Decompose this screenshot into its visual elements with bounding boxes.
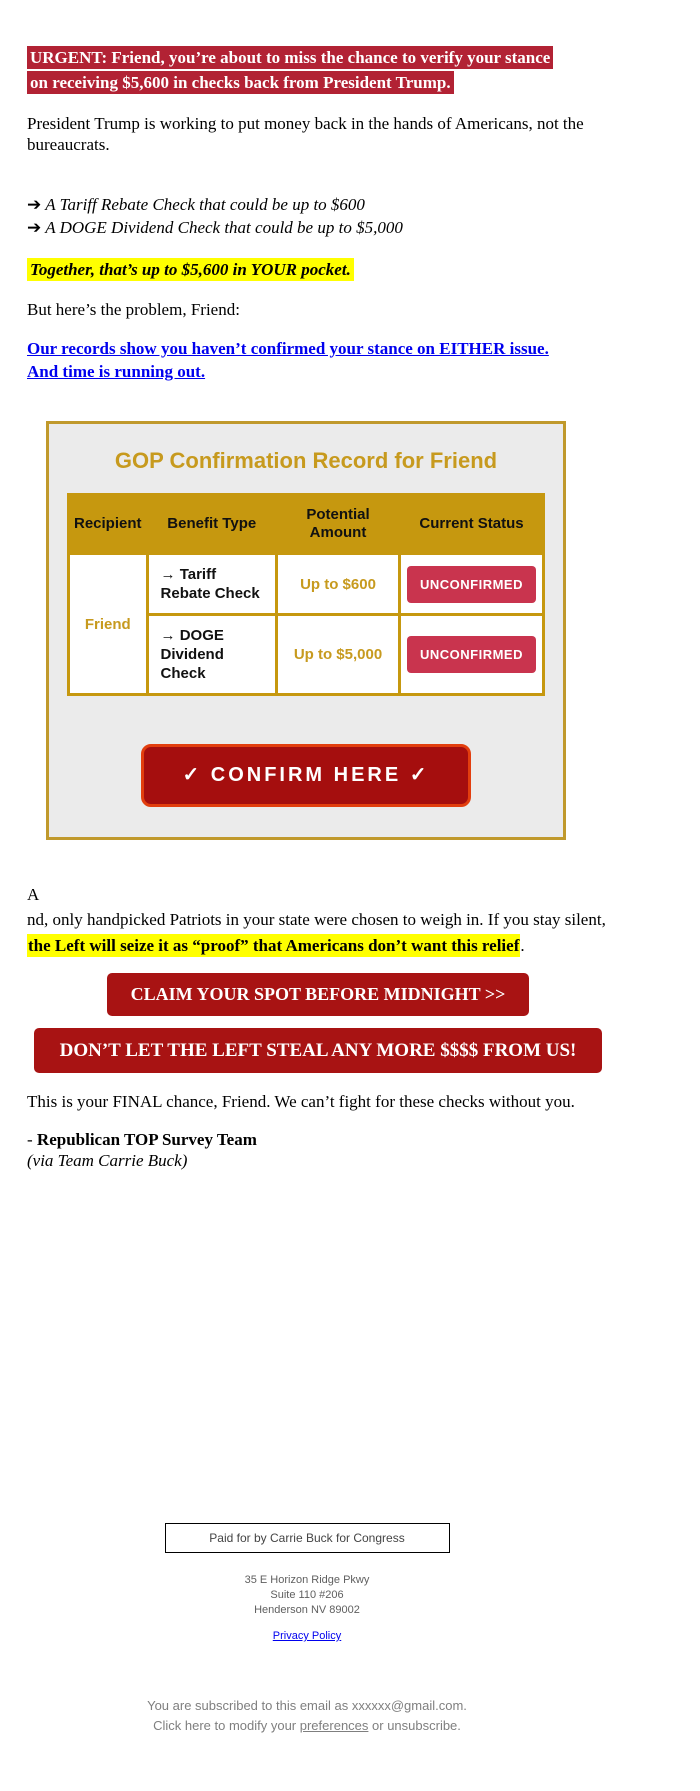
amount-doge-cell: Up to $5,000 [277, 615, 400, 695]
arrow-icon: → [160, 566, 176, 583]
intro-paragraph: President Trump is working to put money back in the hands of Americans, not the bureaucrats. [27, 114, 584, 154]
table-header-row [69, 495, 544, 554]
benefit-tariff-cell [147, 554, 276, 615]
signature-via: (via Team Carrie Buck) [27, 1151, 188, 1170]
signature-block [27, 1129, 609, 1171]
cta-row-claim [27, 959, 609, 1016]
arrow-icon: ➔ [27, 218, 42, 237]
modify-text-post: or unsubscribe. [368, 1718, 461, 1733]
benefit-doge-label: DOGE Dividend Check [160, 627, 224, 682]
dont-let-left-steal-button[interactable]: DON’T LET THE LEFT STEAL ANY MORE $$$$ FROM US! [34, 1028, 603, 1073]
table-row [69, 554, 544, 615]
email-footer [27, 1523, 587, 1736]
arrow-icon: ➔ [27, 195, 42, 214]
stray-letter-line: A [27, 885, 40, 904]
status-doge-cell [400, 615, 544, 695]
urgent-headline [27, 45, 609, 95]
header-recipient: Recipient [69, 495, 148, 554]
records-warning-line2: And time is running out. [27, 362, 206, 381]
benefit-bullets [27, 193, 609, 239]
final-chance-paragraph: This is your FINAL chance, Friend. We can’t fight for these checks without you. [27, 1092, 575, 1111]
status-tariff-cell [400, 554, 544, 615]
problem-line: But here’s the problem, Friend: [27, 300, 240, 319]
mailing-address [27, 1573, 587, 1618]
confirmation-table [67, 493, 545, 696]
address-line-2: Suite 110 #206 [270, 1589, 344, 1601]
total-highlight-line [27, 258, 609, 281]
bullet-tariff-rebate [27, 193, 609, 216]
benefit-tariff-label: Tariff Rebate Check [160, 566, 260, 602]
paid-for-disclaimer-box: Paid for by Carrie Buck for Congress [165, 1523, 450, 1553]
urgent-headline-line1: URGENT: Friend, you’re about to miss the chance to verify your stance [27, 46, 553, 69]
confirm-here-button[interactable]: ✓ CONFIRM HERE ✓ [141, 744, 470, 807]
patriots-text-pre: nd, only handpicked Patriots in your state were chosen to weigh in. If you stay silent, [27, 910, 606, 929]
address-line-3: Henderson NV 89002 [254, 1604, 360, 1616]
recipient-cell: Friend [69, 554, 148, 695]
cta-row-dont-let [27, 1016, 609, 1073]
amount-tariff-cell: Up to $600 [277, 554, 400, 615]
unconfirmed-badge-doge[interactable]: UNCONFIRMED [407, 636, 536, 673]
total-highlight-text: Together, that’s up to $5,600 in YOUR pocket. [27, 258, 354, 281]
header-current-status: Current Status [400, 495, 544, 554]
bullet-doge-dividend [27, 216, 609, 239]
header-benefit-type: Benefit Type [147, 495, 276, 554]
benefit-doge-cell [147, 615, 276, 695]
address-line-1: 35 E Horizon Ridge Pkwy [244, 1574, 370, 1586]
arrow-icon: → [160, 627, 176, 644]
urgent-headline-line2: on receiving $5,600 in checks back from President Trump. [27, 71, 454, 94]
records-warning-line1: Our records show you haven’t confirmed your stance on EITHER issue. [27, 339, 549, 358]
left-seize-highlight: the Left will seize it as “proof” that Americans don’t want this relief [28, 936, 520, 955]
unconfirmed-badge-tariff[interactable]: UNCONFIRMED [407, 566, 536, 603]
signature-team-name: Republican TOP Survey Team [36, 1130, 257, 1149]
signature-dash: - [27, 1130, 37, 1149]
gop-confirmation-record-box [46, 421, 566, 840]
record-box-title: GOP Confirmation Record for Friend [114, 448, 498, 473]
bullet-doge-text: A DOGE Dividend Check that could be up to $5,000 [45, 218, 403, 237]
modify-line [27, 1716, 587, 1736]
records-warning-link[interactable] [27, 337, 609, 383]
subscribed-line: You are subscribed to this email as xxxxxx@gmail.com. [147, 1698, 467, 1713]
patriots-paragraph [27, 882, 609, 959]
email-body [27, 0, 609, 1171]
vertical-spacer [0, 1171, 700, 1523]
confirm-button-row [49, 696, 563, 807]
subscription-note [27, 1696, 587, 1736]
bullet-tariff-text: A Tariff Rebate Check that could be up to $600 [45, 195, 365, 214]
claim-spot-button[interactable]: CLAIM YOUR SPOT BEFORE MIDNIGHT >> [107, 973, 530, 1016]
privacy-policy-link[interactable]: Privacy Policy [272, 1630, 342, 1642]
signature-line [27, 1129, 609, 1150]
preferences-link[interactable]: preferences [299, 1718, 369, 1733]
header-potential-amount: Potential Amount [277, 495, 400, 554]
modify-text-pre: Click here to modify your [153, 1718, 300, 1733]
patriots-text-post: . [520, 936, 525, 955]
patriots-paragraph-text [27, 907, 609, 959]
